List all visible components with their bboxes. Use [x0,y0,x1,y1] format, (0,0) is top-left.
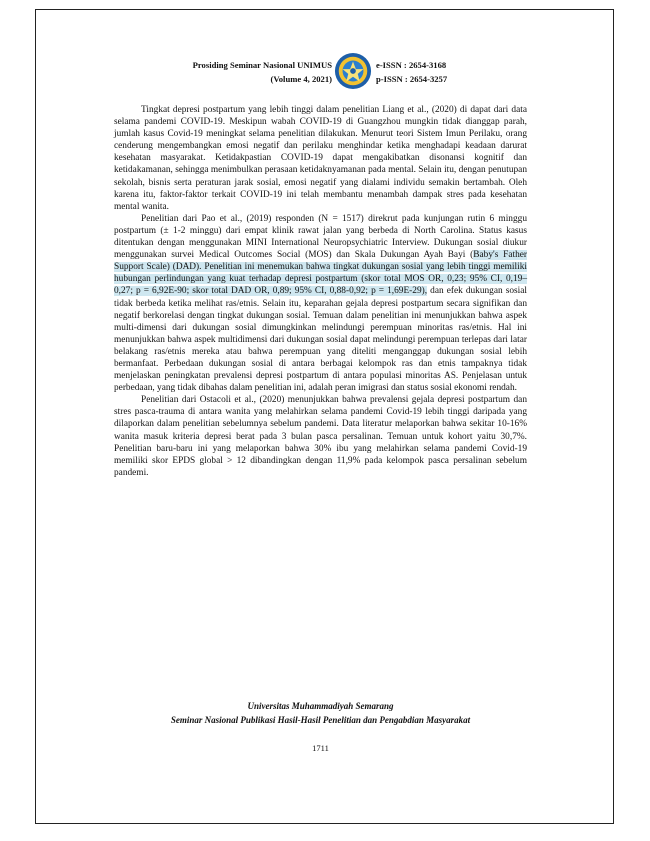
header-right [376,58,506,86]
paragraph-2-start: Penelitian dari Pao et al., (2019) responden (N = 1517) direkrut pada kunjungan rutin 6 minggu postpartum (± 1-2 minggu) dari empat klinik rawat jalan yang berbeda di North Carolina. Status kasus ditentukan dengan menggunakan MINI International Neuropsychiatric Interview. Dukungan sosial diukur menggunakan survei Medical Outcomes Social (MOS) dan Skala Dukungan Ayah Bayi ( [114,213,527,261]
footer-university: Universitas Muhammadiyah Semarang [247,701,394,711]
conference-name: Prosiding Seminar Nasional UNIMUS [192,60,332,70]
university-seal-icon [334,52,372,90]
highlighted-passage[interactable]: Baby's Father Support Scale) (DAD). Penelitian ini menemukan bahwa tingkat dukungan sosial yang lebih tinggi memiliki hubungan perlindungan yang kuat terhadap depresi postpartum (skor total MOS OR, 0,23; 95% CI, 0,19–0,27; p = 6,92E-90; skor total DAD OR, 0,89; 95% CI, 0,88-0,92; p = 1,69E-29), [114,250,528,297]
paragraph-2 [114,213,527,394]
e-issn: e-ISSN : 2654-3168 [376,60,447,70]
footer-seminar: Seminar Nasional Publikasi Hasil-Hasil Penelitian dan Pengabdian Masyarakat [170,715,471,725]
p-issn: p-ISSN : 2654-3257 [376,74,448,84]
article-body [114,104,527,479]
paragraph-2-end: dan efek dukungan sosial tidak berbeda ketika melihat ras/etnis. Selain itu, keparahan gejala depresi postpartum secara signifikan dan negatif berkorelasi dengan tingkat dukungan sosial. Temuan dalam penelitian ini menunjukkan bahwa aspek multi-dimensi dari dukungan sosial dimungkinkan melindungi perempuan minoritas ras/etnis. Hal ini menunjukkan bahwa aspek multidimensi dari dukungan sosial dapat melindungi perempuan terlepas dari latar belakang ras/etnis mereka atau bahwa perempuan yang diteliti menganggap dukungan sosial lebih bermanfaat. Perbedaan dukungan sosial di antara berbagai kelompok ras dan etnis tampaknya tidak menjelaskan peningkatan prevalensi depresi postpartum di antara populasi minoritas AS. Penjelasan untuk perbedaan, yang tidak dibahas dalam penelitian ini, adalah peran imigrasi dan status sosial ekonomi rendah. [114,286,528,394]
paragraph-1: Tingkat depresi postpartum yang lebih tinggi dalam penelitian Liang et al., (2020) di dapat dari data selama pandemi COVID-19. Meskipun wabah COVID-19 di Guangzhou mungkin tidak dianggap parah, jumlah kasus Covid-19 meningkat selama penelitian dilakukan. Menurut teori Sistem Imun Perilaku, orang cenderung mengembangkan emosi negatif dan perilaku menghindar ketika menghadapi keadaan darurat kesehatan masyarakat. Ketidakpastian COVID-19 dapat mengakibatkan disonansi kognitif dan ketidakamanan, sehingga menimbulkan perasaan ketidaknyamanan pada mental. Selain itu, dengan penutupan sekolah, bisnis serta peraturan jarak sosial, emosi negatif yang dialami individu semakin bertambah. Oleh karena itu, faktor-faktor terkait COVID-19 ini telah membantu menambah dampak stres pada kesehatan mental wanita. [114,105,527,212]
paragraph-3: Penelitian dari Ostacoli et al., (2020) menunjukkan bahwa prevalensi gejala depresi postpartum dan stres pasca-trauma di antara wanita yang melahirkan selama pandemi Covid-19 lebih tinggi daripada yang dilaporkan dalam penelitian sebelumnya sebelum pandemi. Data literatur melaporkan bahwa sekitar 10-16% wanita masuk kriteria depresi berat pada 3 bulan pasca persalinan. Temuan untuk kohort yaitu 30,7%. Penelitian baru-baru ini yang melaporkan bahwa 30% ibu yang melahirkan selama pandemi Covid-19 memiliki skor EPDS global > 12 dibandingkan dengan 11,9% pada kelompok pasca persalinan sebelum pandemi. [114,395,527,478]
header-left [170,58,332,86]
volume-label: (Volume 4, 2021) [270,74,332,84]
page-number: 1711 [312,743,329,753]
